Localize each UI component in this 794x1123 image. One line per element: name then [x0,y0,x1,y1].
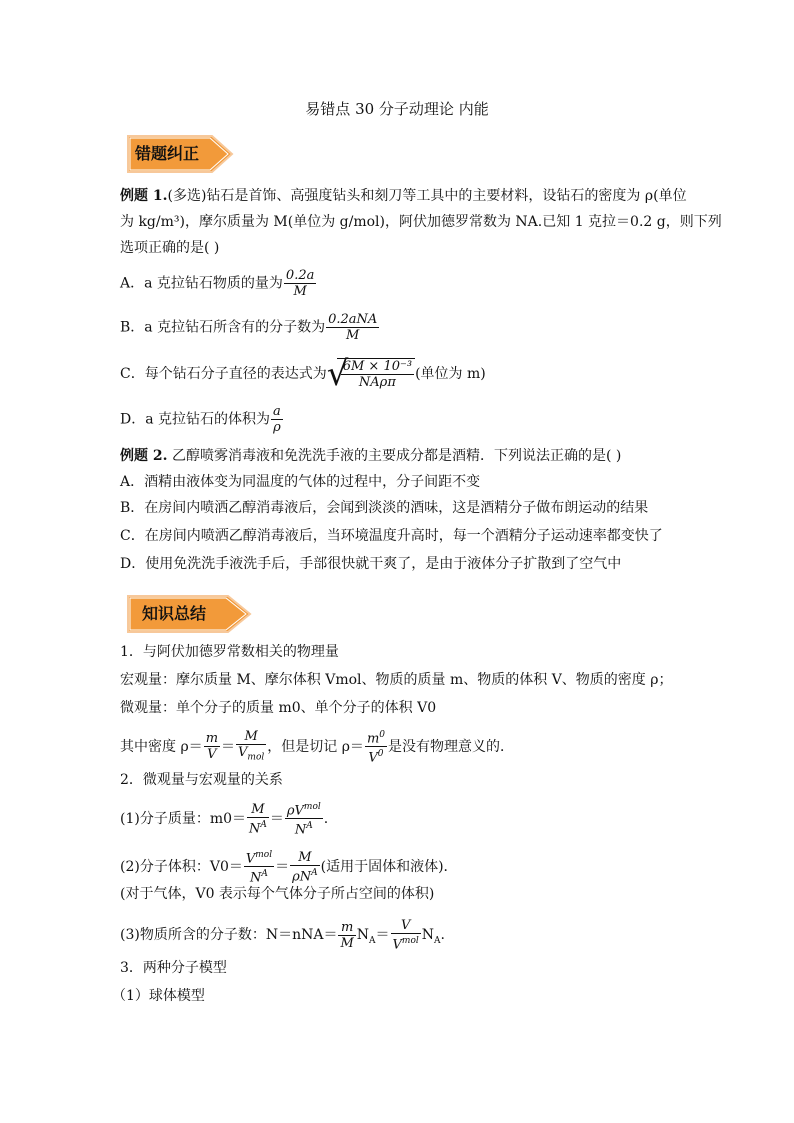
ex1-line1: 例题 1.(多选)钻石是首饰、高强度钻头和刻刀等工具中的主要材料，设钻石的密度为 ρ(单位 [120,188,687,204]
ex1-option-c: C．每个钻石分子直径的表达式为 √ $\frac{\text{6M × 10⁻³}}{\text{NAρπ}}$ (单位为 m) [120,354,486,394]
summary-count: (3)物质所含的分子数：N＝nNA＝ $\frac{m}{M}$ $N_A=$ $\frac{V}{V^{mol}}$ $N_A$. [120,918,445,953]
ex1-option-b: B．a 克拉钻石所含有的分子数为 $\frac{\text{0.2aNA}}{M}$ [120,312,378,343]
banner-label: 错题纠正 [134,144,199,163]
ex2-option-d: D．使用免洗洗手液洗手后，手部很快就干爽了，是由于液体分子扩散到了空气中 [120,556,622,572]
ex2-stem: 例题 2. 乙醇喷雾消毒液和免洗洗手液的主要成分都是酒精．下列说法正确的是( ) [120,448,622,464]
ex2-label: 例题 2. [120,448,168,464]
ex1-line3: 选项正确的是( ) [120,240,220,256]
summary-heading-1: 1．与阿伏加德罗常数相关的物理量 [120,644,339,660]
section-banner-errors [124,132,236,176]
section-banner-summary [124,592,254,636]
summary-heading-3: 3．两种分子模型 [120,960,227,976]
summary-sphere-model: （1）球体模型 [112,988,205,1004]
ex1-label: 例题 1. [120,188,168,204]
ex2-option-a: A．酒精由液体变为同温度的气体的过程中，分子间距不变 [120,474,481,490]
ex1-line2: 为 kg/m³)，摩尔质量为 M(单位为 g/mol)，阿伏加德罗常数为 NA.已知 1 克拉＝0.2 g，则下列 [120,214,722,230]
ex1-option-d: D．a 克拉钻石的体积为 $\frac{a}{\rho}$ [120,404,281,435]
summary-macro: 宏观量：摩尔质量 M、摩尔体积 Vmol、物质的质量 m、物质的体积 V、物质的密度 ρ； [120,672,673,688]
summary-heading-2: 2．微观量与宏观量的关系 [120,772,283,788]
ex1-option-a: A．a 克拉钻石物质的量为 $\frac{0.2a}{M}$ [120,268,315,299]
summary-volume: (2)分子体积：V0＝ $\frac{V^{mol}}{N^A}$ ＝ $\frac{M}{\rho N^A}$ (适用于固体和液体)． [120,849,458,886]
summary-gas-note: (对于气体，V0 表示每个气体分子所占空间的体积) [120,886,435,902]
banner-label: 知识总结 [141,604,206,623]
sqrt-symbol: √ $\frac{\text{6M × 10⁻³}}{\text{NAρπ}}$ [327,358,415,390]
summary-density: 其中密度 ρ＝ $\frac{m}{V}$ ＝ $\frac{M}{V_{mol}}$ ，但是切记 ρ＝ $\frac{m^0}{V^0}$ 是没有物理意义的． [120,728,514,766]
page-title: 易错点 30 分子动理论 内能 [305,100,489,118]
ex2-option-b: B．在房间内喷洒乙醇消毒液后，会闻到淡淡的酒味，这是酒精分子做布朗运动的结果 [120,500,649,516]
ex2-option-c: C．在房间内喷洒乙醇消毒液后，当环境温度升高时，每一个酒精分子运动速率都变快了 [120,528,663,544]
summary-micro: 微观量：单个分子的质量 m0、单个分子的体积 V0 [120,700,437,716]
summary-mass: (1)分子质量：m0＝ $\frac{M}{N^A}$ ＝ $\frac{\rho V^{mol}}{N^A}$ . [120,801,329,838]
